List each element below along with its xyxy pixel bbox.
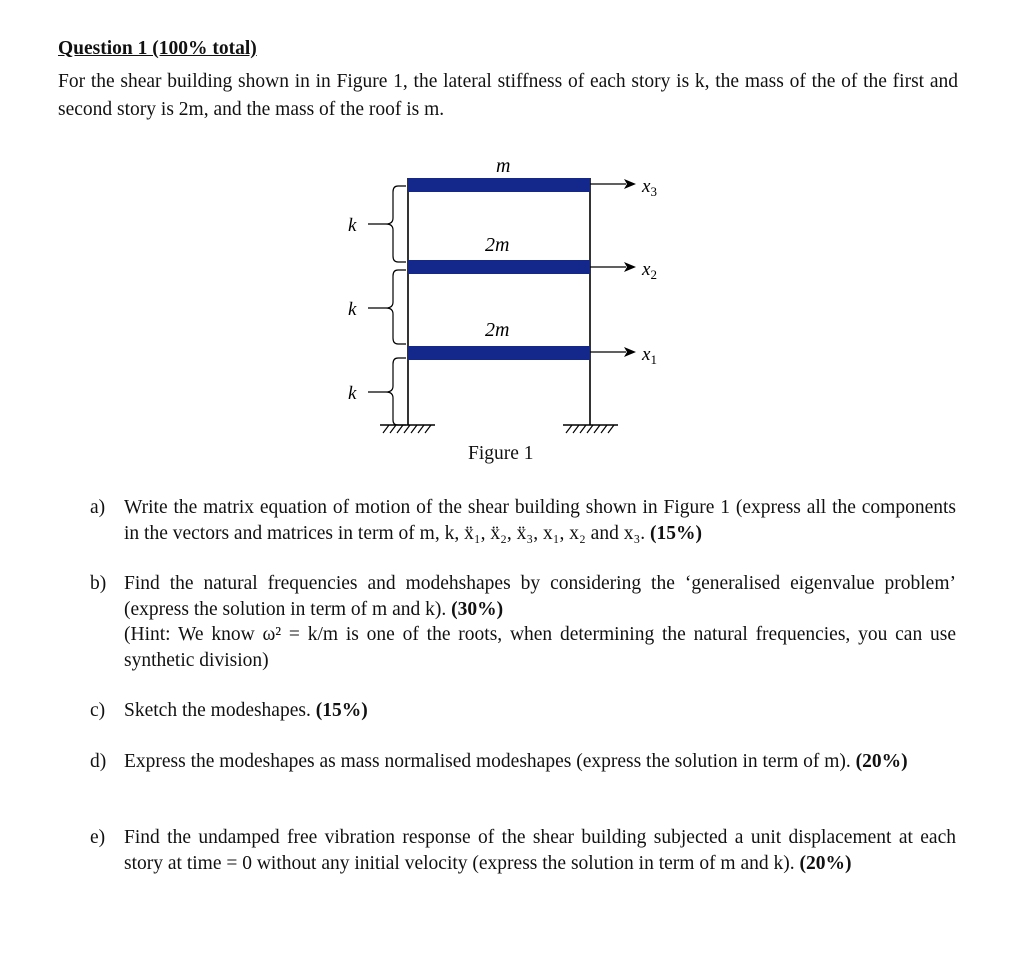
x3-arrow-icon xyxy=(590,179,636,189)
roof-slab xyxy=(408,178,590,192)
question-item-d xyxy=(90,749,956,775)
floor1-mass-label: 2m xyxy=(485,319,510,341)
story3-stiffness-brace-icon xyxy=(368,186,406,262)
x1-label: $x_1$ xyxy=(642,344,657,367)
figure-caption: Figure 1 xyxy=(468,443,534,464)
question-text: Write the matrix equation of motion of the shear building shown in Figure 1 (express all the components in the vectors and matrices in term of m, k, ẍ₁, ẍ₂, ẍ₃, x₁, x₂ and x₃. xyxy=(124,497,956,544)
left-fixed-support-icon xyxy=(380,425,435,433)
question-marker: e) xyxy=(90,827,106,848)
question-weight: (20%) xyxy=(799,852,852,874)
question-marker: a) xyxy=(90,497,106,518)
floor2-slab xyxy=(408,260,590,274)
x3-label: $x_3$ xyxy=(642,176,657,199)
question-weight: (30%) xyxy=(451,598,504,620)
story3-stiffness-label: k xyxy=(348,215,357,236)
question-weight: (15%) xyxy=(315,700,368,721)
question-marker: d) xyxy=(90,751,107,772)
question-item-e xyxy=(90,825,956,876)
question-marker: b) xyxy=(90,573,107,594)
story1-stiffness-brace-icon xyxy=(368,358,406,425)
floor1-slab xyxy=(408,346,590,360)
question-hint: (Hint: We know ω² = k/m is one of the roots, when determining the natural frequencies, you can use synthetic division) xyxy=(124,624,956,671)
story2-stiffness-label: k xyxy=(348,299,357,320)
x1-arrow-icon xyxy=(590,347,636,357)
question-intro: For the shear building shown in in Figure 1, the lateral stiffness of each story is k, the mass of the of the first and second story is 2m, and the mass of the roof is m. xyxy=(58,71,958,120)
question-text: Express the modeshapes as mass normalised modeshapes (express the solution in term of m). xyxy=(124,751,851,772)
story2-stiffness-brace-icon xyxy=(368,270,406,344)
shear-building-figure xyxy=(0,0,1024,470)
question-item-a xyxy=(90,495,956,546)
roof-mass-label: m xyxy=(496,155,511,177)
question-text: Sketch the modeshapes. xyxy=(124,700,311,721)
question-weight: (15%) xyxy=(650,522,703,544)
question-item-c xyxy=(90,698,956,724)
x2-label: $x_2$ xyxy=(642,259,657,282)
question-weight: (20%) xyxy=(855,751,908,772)
x2-arrow-icon xyxy=(590,262,636,272)
question-marker: c) xyxy=(90,700,106,721)
story1-stiffness-label: k xyxy=(348,383,357,404)
question-heading: Question 1 (100% total) xyxy=(58,38,257,59)
question-text: Find the natural frequencies and modehshapes by considering the ‘generalised eigenvalue problem’ (express the solution in term of m and k). xyxy=(124,573,956,620)
right-fixed-support-icon xyxy=(563,425,618,433)
floor2-mass-label: 2m xyxy=(485,234,510,256)
question-item-b xyxy=(90,571,956,673)
question-text: Find the undamped free vibration response of the shear building subjected a unit displacement at each story at time = 0 without any initial velocity (express the solution in term of m and k). xyxy=(124,827,956,874)
